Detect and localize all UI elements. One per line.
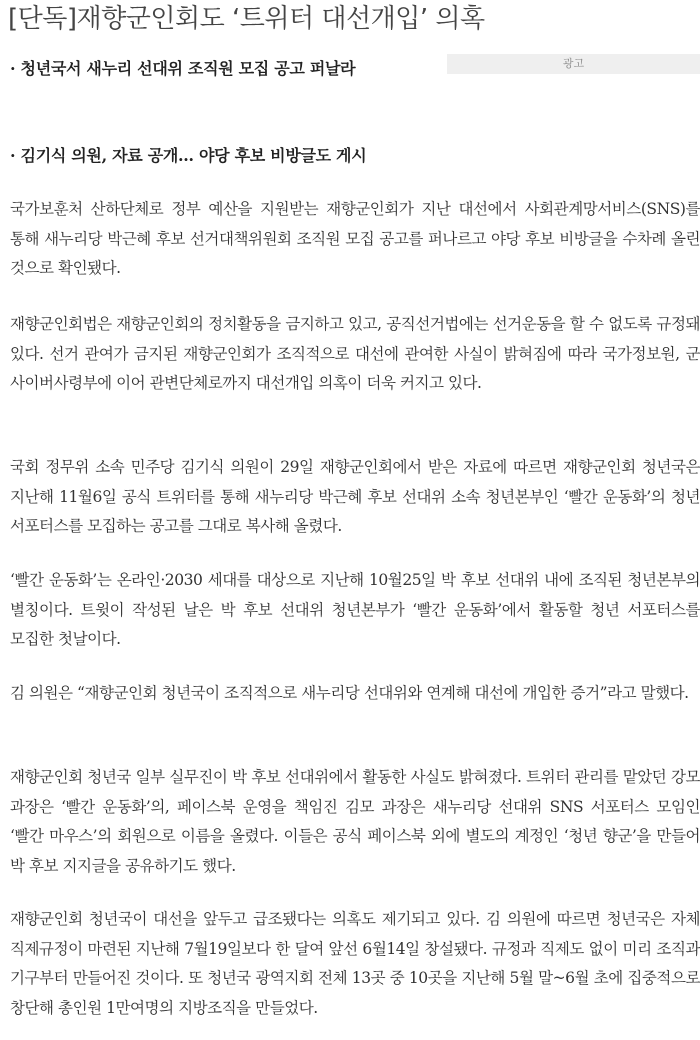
article-paragraph-2: 재향군인회법은 재향군인회의 정치활동을 금지하고 있고, 공직선거법에는 선거운동을 할 수 없도록 규정돼 있다. 선거 관여가 금지된 재향군인회가 조직적으로 대선에 관여한 사실이 밝혀짐에 따라 국가정보원, 군 사이버사령부에 이어 관변단체로까지 대선개입 의혹이 더욱 커지고 있다. <box>10 315 700 392</box>
article-paragraph-5: 김 의원은 “재향군인회 청년국이 조직적으로 새누리당 선대위와 연계해 대선에 개입한 증거”라고 말했다. <box>10 684 689 702</box>
article-paragraph-3: 국회 정무위 소속 민주당 김기식 의원이 29일 재향군인회에서 받은 자료에 따르면 재향군인회 청년국은 지난해 11월6일 공식 트위터를 통해 새누리당 박근혜 후보 선대위 소속 청년본부인 ‘빨간 운동화’의 청년 서포터스를 모집하는 공고를 그대로 복사해 올렸다. <box>10 458 700 535</box>
advertisement-label[interactable]: 광고 <box>447 54 700 74</box>
article-paragraph-6: 재향군인회 청년국 일부 실무진이 박 후보 선대위에서 활동한 사실도 밝혀졌다. 트위터 관리를 맡았던 강모 과장은 ‘빨간 운동화’의, 페이스북 운영을 책임진 김모 과장은 새누리당 선대위 SNS 서포터스 모임인 ‘빨간 마우스’의 회원으로 이름을 올렸다. 이들은 공식 페이스북 외에 별도의 계정인 ‘청년 향군’을 만들어 박 후보 지지글을 공유하기도 했다. <box>10 768 700 875</box>
article-subhead-1: · 청년국서 새누리 선대위 조직원 모집 공고 퍼날라 <box>10 59 356 78</box>
article-headline: [단독]재향군인회도 ‘트위터 대선개입’ 의혹 <box>8 4 485 34</box>
article-paragraph-1: 국가보훈처 산하단체로 정부 예산을 지원받는 재향군인회가 지난 대선에서 사회관계망서비스(SNS)를 통해 새누리당 박근혜 후보 선거대책위원회 조직원 모집 공고를 퍼나르고 야당 후보 비방글을 수차례 올린 것으로 확인됐다. <box>10 200 700 277</box>
article-paragraph-7: 재향군인회 청년국이 대선을 앞두고 급조됐다는 의혹도 제기되고 있다. 김 의원에 따르면 청년국은 자체 직제규정이 마련된 지난해 7월19일보다 한 달여 앞선 6월14일 창설됐다. 규정과 직제도 없이 미리 조직과 기구부터 만들어진 것이다. 또 청년국 광역지회 전체 13곳 중 10곳을 지난해 5월 말~6월 초에 집중적으로 창단해 총인원 1만여명의 지방조직을 만들었다. <box>10 910 700 1017</box>
article-paragraph-4: ‘빨간 운동화’는 온라인·2030 세대를 대상으로 지난해 10월25일 박 후보 선대위 내에 조직된 청년본부의 별칭이다. 트윗이 작성된 날은 박 후보 선대위 청년본부가 ‘빨간 운동화’에서 활동할 청년 서포터스를 모집한 첫날이다. <box>10 571 700 648</box>
article-subhead-2: · 김기식 의원, 자료 공개… 야당 후보 비방글도 게시 <box>10 146 367 165</box>
